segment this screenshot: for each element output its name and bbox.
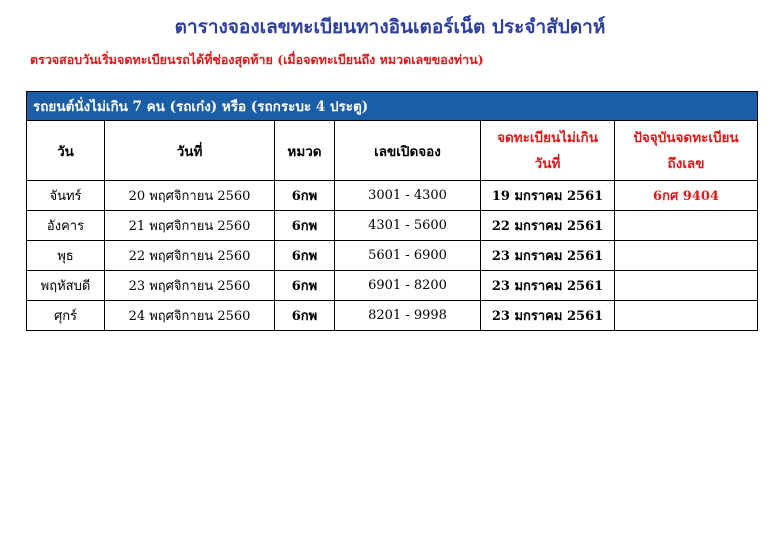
header-current-line2: ถึงเลข [667,155,705,172]
cell-day: อังคาร [27,211,105,241]
cell-day: พุธ [27,241,105,271]
cell-current [615,271,758,301]
header-category: หมวด [275,121,335,181]
cell-deadline: 23 มกราคม 2561 [481,301,615,331]
header-deadline-line2: วันที่ [534,155,561,172]
cell-date: 22 พฤศจิกายน 2560 [105,241,275,271]
cell-deadline: 22 มกราคม 2561 [481,211,615,241]
cell-date: 24 พฤศจิกายน 2560 [105,301,275,331]
cell-category: 6กพ [275,241,335,271]
header-deadline-line1: จดทะเบียนไม่เกิน [497,129,598,146]
table-row [27,301,758,331]
cell-deadline: 19 มกราคม 2561 [481,181,615,211]
cell-deadline: 23 มกราคม 2561 [481,241,615,271]
cell-range: 5601 - 6900 [335,241,481,271]
cell-range: 4301 - 5600 [335,211,481,241]
table-row [27,271,758,301]
cell-range: 8201 - 9998 [335,301,481,331]
header-day: วัน [27,121,105,181]
page-title: ตารางจองเลขทะเบียนทางอินเตอร์เน็ต ประจำสัปดาห์ [174,16,606,38]
table-header-row [27,121,758,181]
header-range: เลขเปิดจอง [335,121,481,181]
cell-current [615,301,758,331]
header-current [615,121,758,181]
cell-category: 6กพ [275,271,335,301]
cell-current: 6กศ 9404 [615,181,758,211]
cell-day: ศุกร์ [27,301,105,331]
cell-date: 20 พฤศจิกายน 2560 [105,181,275,211]
header-date: วันที่ [105,121,275,181]
cell-date: 21 พฤศจิกายน 2560 [105,211,275,241]
cell-day: พฤหัสบดี [27,271,105,301]
table-banner-row [27,92,758,121]
cell-current [615,211,758,241]
cell-category: 6กพ [275,211,335,241]
table-row [27,211,758,241]
notice-text: ตรวจสอบวันเริ่มจดทะเบียนรถได้ที่ช่องสุดท้าย (เมื่อจดทะเบียนถึง หมวดเลขของท่าน) [30,52,484,67]
cell-current [615,241,758,271]
cell-day: จันทร์ [27,181,105,211]
table-row [27,241,758,271]
table-row [27,181,758,211]
header-deadline [481,121,615,181]
cell-range: 6901 - 8200 [335,271,481,301]
cell-date: 23 พฤศจิกายน 2560 [105,271,275,301]
header-current-line1: ปัจจุบันจดทะเบียน [633,129,739,146]
cell-category: 6กพ [275,181,335,211]
cell-category: 6กพ [275,301,335,331]
cell-range: 3001 - 4300 [335,181,481,211]
cell-deadline: 23 มกราคม 2561 [481,271,615,301]
registration-table [26,91,758,331]
table-banner: รถยนต์นั่งไม่เกิน 7 คน (รถเก๋ง) หรือ (รถกระบะ 4 ประตู) [27,92,758,121]
